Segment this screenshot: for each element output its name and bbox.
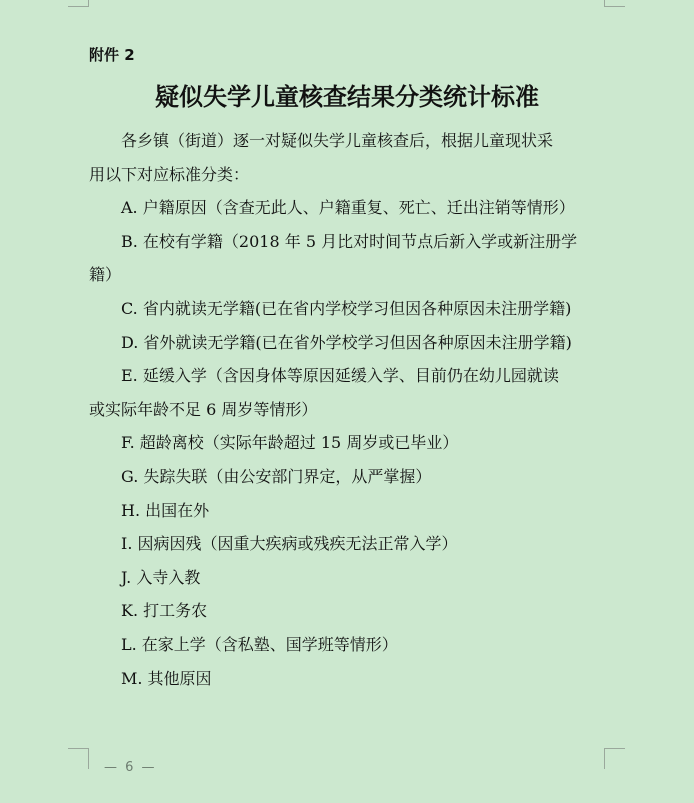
crop-mark-bottom-left	[68, 748, 89, 769]
page-number: — 6 —	[104, 760, 157, 775]
crop-mark-top-left	[68, 0, 89, 7]
item-g: G. 失踪失联（由公安部门界定，从严掌握）	[121, 466, 432, 486]
attachment-label: 附件 2	[89, 46, 135, 64]
document-body	[89, 124, 609, 695]
item-b-continued: 籍）	[89, 265, 122, 285]
crop-mark-bottom-right	[604, 748, 625, 769]
document-title: 疑似失学儿童核查结果分类统计标准	[155, 83, 539, 111]
item-h: H. 出国在外	[121, 500, 210, 520]
item-c: C. 省内就读无学籍(已在省内学校学习但因各种原因未注册学籍)	[121, 298, 572, 318]
item-i: I. 因病因残（因重大疾病或残疾无法正常入学）	[121, 534, 458, 554]
crop-mark-top-right	[604, 0, 625, 7]
item-f: F. 超龄离校（实际年龄超过 15 周岁或已毕业）	[121, 433, 459, 453]
intro-line-1: 各乡镇（街道）逐一对疑似失学儿童核查后，根据儿童现状采	[121, 131, 554, 150]
item-e: E. 延缓入学（含因身体等原因延缓入学、目前仍在幼儿园就读	[121, 366, 559, 386]
intro-line-2: 用以下对应标准分类：	[89, 164, 250, 184]
item-k: K. 打工务农	[121, 601, 208, 621]
item-m: M. 其他原因	[121, 668, 212, 688]
item-e-continued: 或实际年龄不足 6 周岁等情形）	[89, 399, 318, 419]
item-l: L. 在家上学（含私塾、国学班等情形）	[121, 634, 398, 654]
item-j: J. 入寺入教	[121, 567, 201, 587]
item-b: B. 在校有学籍（2018 年 5 月比对时间节点后新入学或新注册学	[121, 231, 578, 251]
item-a: A. 户籍原因（含查无此人、户籍重复、死亡、迁出注销等情形）	[121, 198, 575, 218]
item-d: D. 省外就读无学籍(已在省外学校学习但因各种原因未注册学籍)	[121, 332, 572, 352]
